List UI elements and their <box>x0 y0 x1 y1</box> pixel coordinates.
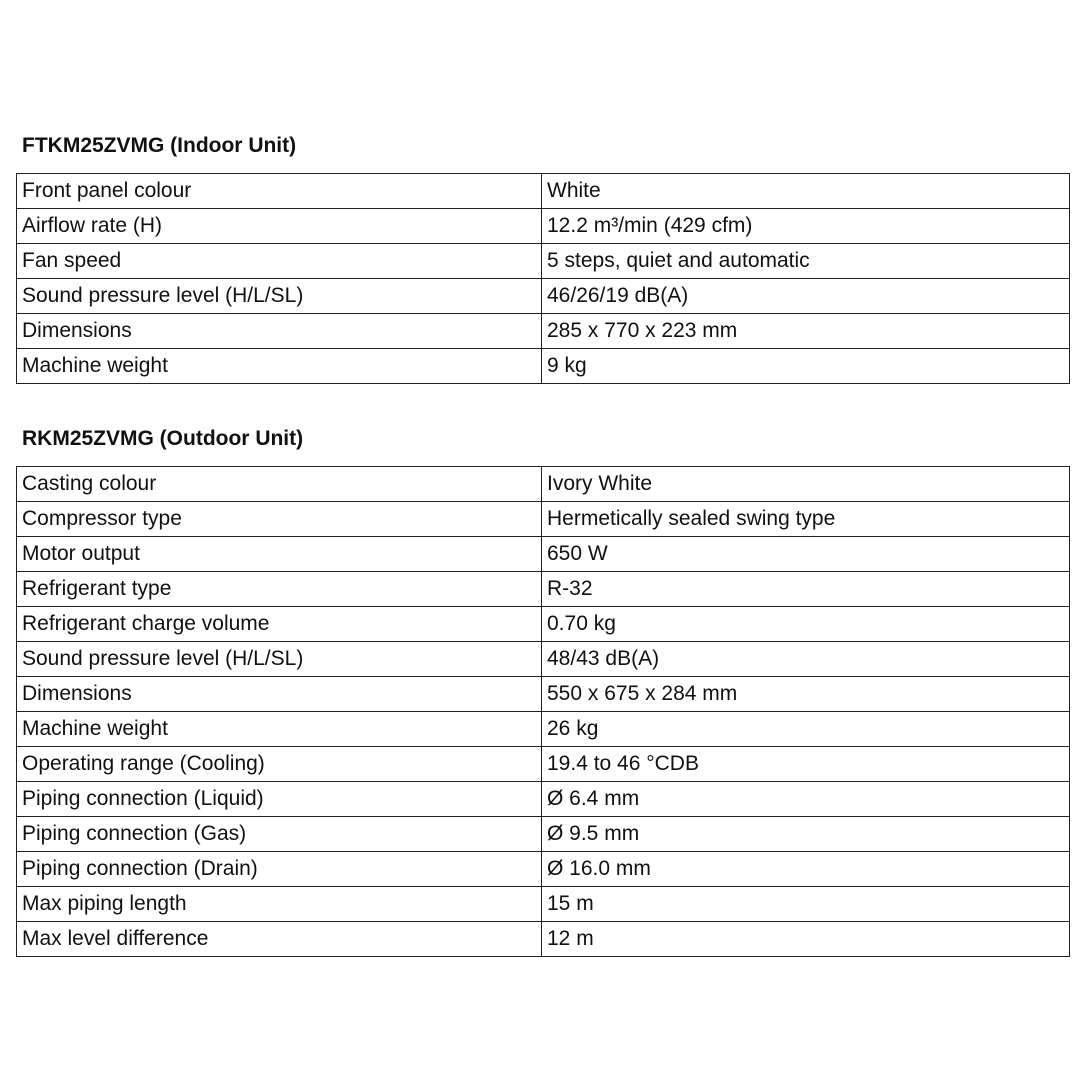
spec-value: R-32 <box>542 572 1070 607</box>
table-row <box>17 782 1070 817</box>
table-row <box>17 279 1070 314</box>
spec-value: 46/26/19 dB(A) <box>542 279 1070 314</box>
spec-label: Casting colour <box>17 467 542 502</box>
spec-value: Hermetically sealed swing type <box>542 502 1070 537</box>
spec-value: 12 m <box>542 922 1070 957</box>
spec-label: Max level difference <box>17 922 542 957</box>
table-row <box>17 852 1070 887</box>
spec-value: 12.2 m³/min (429 cfm) <box>542 209 1070 244</box>
indoor-spec-table <box>16 173 1070 384</box>
spec-value: 15 m <box>542 887 1070 922</box>
table-row <box>17 887 1070 922</box>
table-row <box>17 502 1070 537</box>
spec-value: White <box>542 174 1070 209</box>
spec-value: 26 kg <box>542 712 1070 747</box>
table-row <box>17 747 1070 782</box>
outdoor-unit-title: RKM25ZVMG (Outdoor Unit) <box>22 427 304 450</box>
table-row <box>17 209 1070 244</box>
spec-value: 5 steps, quiet and automatic <box>542 244 1070 279</box>
spec-label: Machine weight <box>17 712 542 747</box>
indoor-unit-title: FTKM25ZVMG (Indoor Unit) <box>22 134 297 157</box>
spec-label: Refrigerant charge volume <box>17 607 542 642</box>
spec-value: 0.70 kg <box>542 607 1070 642</box>
table-row <box>17 467 1070 502</box>
table-row <box>17 244 1070 279</box>
spec-value: 48/43 dB(A) <box>542 642 1070 677</box>
outdoor-spec-table <box>16 466 1070 957</box>
spec-label: Sound pressure level (H/L/SL) <box>17 642 542 677</box>
spec-label: Dimensions <box>17 677 542 712</box>
spec-label: Airflow rate (H) <box>17 209 542 244</box>
spec-label: Machine weight <box>17 349 542 384</box>
spec-label: Piping connection (Gas) <box>17 817 542 852</box>
spec-label: Sound pressure level (H/L/SL) <box>17 279 542 314</box>
spec-label: Piping connection (Drain) <box>17 852 542 887</box>
spec-label: Piping connection (Liquid) <box>17 782 542 817</box>
spec-value: Ø 9.5 mm <box>542 817 1070 852</box>
spec-label: Max piping length <box>17 887 542 922</box>
table-row <box>17 349 1070 384</box>
spec-label: Operating range (Cooling) <box>17 747 542 782</box>
spec-label: Compressor type <box>17 502 542 537</box>
spec-value: 19.4 to 46 °CDB <box>542 747 1070 782</box>
spec-value: 650 W <box>542 537 1070 572</box>
table-row <box>17 537 1070 572</box>
table-row <box>17 642 1070 677</box>
spec-value: 9 kg <box>542 349 1070 384</box>
table-row <box>17 174 1070 209</box>
spec-value: Ø 16.0 mm <box>542 852 1070 887</box>
spec-value: 550 x 675 x 284 mm <box>542 677 1070 712</box>
spec-label: Dimensions <box>17 314 542 349</box>
table-row <box>17 712 1070 747</box>
spec-value: Ø 6.4 mm <box>542 782 1070 817</box>
spec-label: Fan speed <box>17 244 542 279</box>
spec-label: Motor output <box>17 537 542 572</box>
spec-label: Refrigerant type <box>17 572 542 607</box>
table-row <box>17 314 1070 349</box>
table-row <box>17 817 1070 852</box>
table-row <box>17 922 1070 957</box>
spec-value: 285 x 770 x 223 mm <box>542 314 1070 349</box>
table-row <box>17 677 1070 712</box>
table-row <box>17 572 1070 607</box>
spec-label: Front panel colour <box>17 174 542 209</box>
table-row <box>17 607 1070 642</box>
spec-value: Ivory White <box>542 467 1070 502</box>
